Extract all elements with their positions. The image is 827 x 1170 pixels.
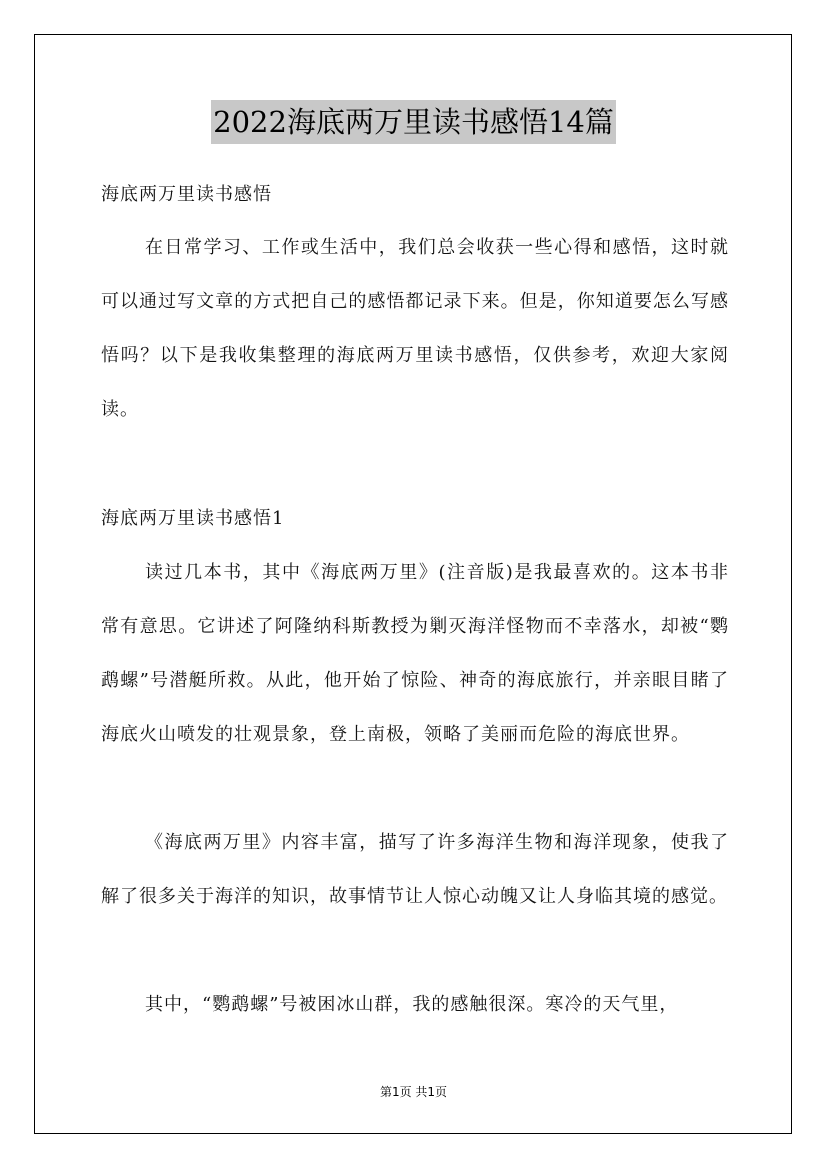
title-container [0, 100, 827, 144]
intro-heading: 海底两万里读书感悟 [101, 184, 272, 205]
intro-paragraph: 在日常学习、工作或生活中，我们总会收获一些心得和感悟，这时就可以通过写文章的方式把自己的感悟都记录下来。但是，你知道要怎么写感悟吗？以下是我收集整理的海底两万里读书感悟，仅供参考，欢迎大家阅读。 [101, 237, 729, 420]
section1-paragraph-1: 读过几本书，其中《海底两万里》(注音版)是我最喜欢的。这本书非常有意思。它讲述了阿隆纳科斯教授为剿灭海洋怪物而不幸落水，却被“鹦鹉螺”号潜艇所救。从此，他开始了惊险、神奇的海底旅行，并亲眼目睹了海底火山喷发的壮观景象，登上南极，领略了美丽而危险的海底世界。 [101, 562, 729, 745]
section1-heading: 海底两万里读书感悟1 [101, 508, 285, 529]
section1-paragraph-2: 《海底两万里》内容丰富，描写了许多海洋生物和海洋现象，使我了解了很多关于海洋的知识，故事情节让人惊心动魄又让人身临其境的感觉。 [101, 832, 729, 907]
page-footer: 第1页 共1页 [379, 1085, 448, 1099]
section1-paragraph-3: 其中，“鹦鹉螺”号被困冰山群，我的感触很深。寒冷的天气里， [145, 994, 679, 1015]
document-title: 2022海底两万里读书感悟14篇 [211, 100, 616, 144]
